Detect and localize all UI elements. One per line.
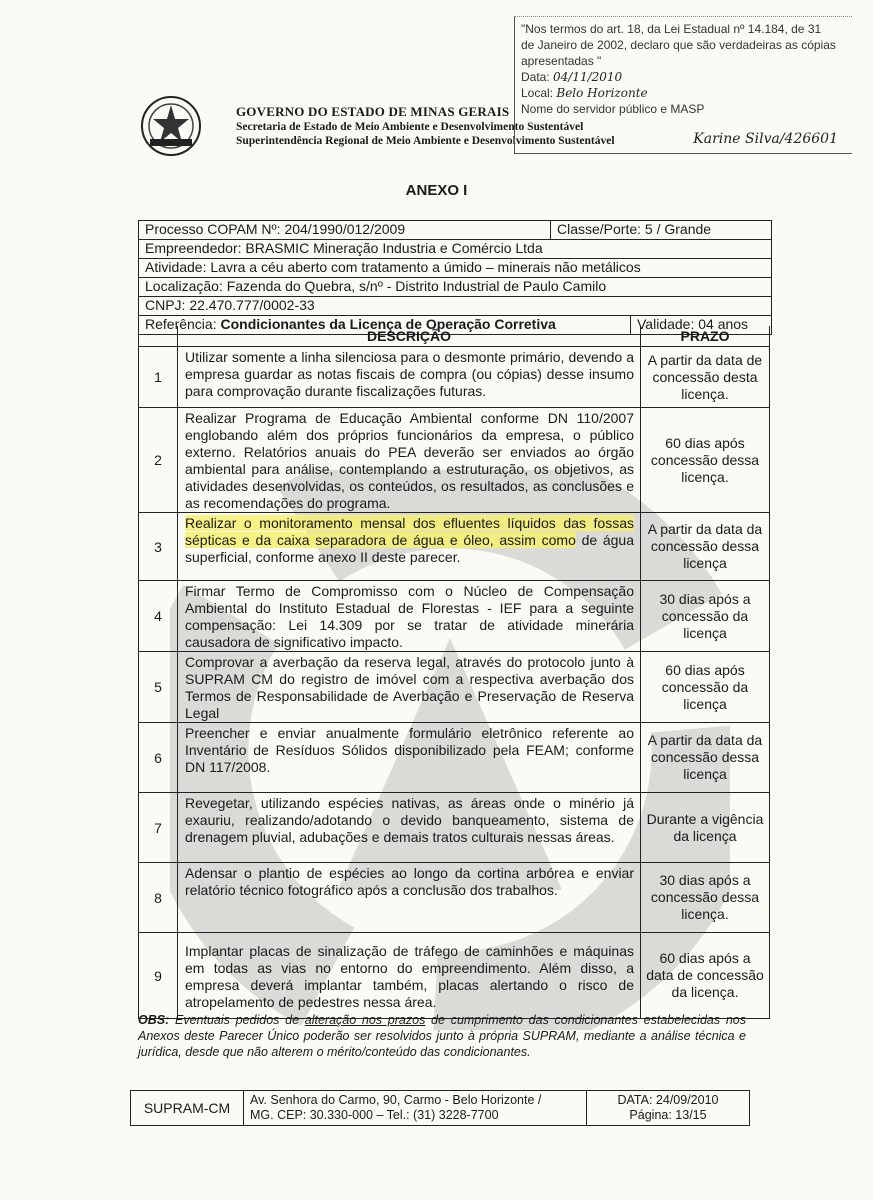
row-description: Firmar Termo de Compromisso com o Núcleo de Compensação Ambiental do Instituto Estadual de Florestas - IEF para a seguinte compensação: Lei 14.309 por se tratar de atividade minerária causadora de significativo impacto.: [178, 581, 641, 652]
row-number: 8: [139, 863, 178, 933]
row-description: Realizar o monitoramento mensal dos efluentes líquidos das fossas sépticas e da caixa separadora de água e óleo, assim como de água superficial, conforme anexo II deste parecer.: [178, 513, 641, 581]
table-row: [139, 408, 770, 513]
row-number: 6: [139, 723, 178, 793]
table-row: [139, 347, 770, 408]
state-seal-icon: [140, 95, 202, 157]
table-row: [139, 513, 770, 581]
table-row: [139, 793, 770, 863]
row-deadline: Durante a vigência da licença: [641, 793, 770, 863]
table-row: [139, 723, 770, 793]
row-deadline: A partir da data da concessão dessa licença: [641, 513, 770, 581]
footer-page: Página: 13/15: [629, 1108, 707, 1122]
stamp-signature: Karine Silva/426601: [693, 131, 838, 147]
row-number: 1: [139, 347, 178, 408]
footer-date: DATA: 24/09/2010: [617, 1093, 719, 1107]
header-num-cell: [139, 326, 178, 347]
table-row: [139, 933, 770, 1019]
superintendence-name: Superintendência Regional de Meio Ambiente e Desenvolvimento Sustentável: [236, 135, 615, 147]
classe-porte: Classe/Porte: 5 / Grande: [557, 221, 712, 237]
header-descricao: DESCRIÇÃO: [178, 326, 641, 347]
row-deadline: A partir da data de concessão desta licença.: [641, 347, 770, 408]
stamp-local-value: Belo Horizonte: [556, 86, 648, 100]
empreendedor: Empreendedor: BRASMIC Mineração Industria e Comércio Ltda: [139, 240, 771, 259]
table-row: [139, 581, 770, 652]
localizacao: Localização: Fazenda do Quebra, s/nº - Distrito Industrial de Paulo Camilo: [139, 278, 771, 297]
stamp-local: Local: Belo Horizonte: [521, 86, 648, 100]
validade: Validade: 04 anos: [630, 316, 748, 334]
row-number: 9: [139, 933, 178, 1019]
row-description: Adensar o plantio de espécies ao longo da cortina arbórea e enviar relatório técnico fotográfico após a conclusão dos trabalhos.: [178, 863, 641, 933]
atividade: Atividade: Lavra a céu aberto com tratamento a úmido – minerais não metálicos: [139, 259, 771, 278]
page-title: ANEXO I: [405, 182, 468, 199]
row-deadline: 60 dias após concessão dessa licença.: [641, 408, 770, 513]
obs-label: OBS:: [138, 1013, 170, 1027]
stamp-text-1: "Nos termos do art. 18, da Lei Estadual nº 14.184, de 31: [521, 22, 822, 36]
stamp-date: Data: 04/11/2010: [521, 70, 623, 84]
table-row: [139, 652, 770, 723]
footer-address: Av. Senhora do Carmo, 90, Carmo - Belo Horizonte / MG. CEP: 30.330-000 – Tel.: (31) 3228-7700: [244, 1091, 587, 1125]
row-description: Utilizar somente a linha silenciosa para o desmonte primário, devendo a empresa guardar as notas fiscais de compra (ou cópias) desse insumo para comprovação durante fiscalizações futuras.: [178, 347, 641, 408]
row-number: 3: [139, 513, 178, 581]
row-deadline: 30 dias após a concessão da licença: [641, 581, 770, 652]
processo-number: Processo COPAM Nº: 204/1990/012/2009: [139, 221, 551, 239]
government-title: GOVERNO DO ESTADO DE MINAS GERAIS: [236, 104, 510, 119]
row-deadline: 30 dias após a concessão dessa licença.: [641, 863, 770, 933]
secretariat-name: Secretaria de Estado de Meio Ambiente e Desenvolvimento Sustentável: [236, 121, 584, 133]
footer-org: SUPRAM-CM: [131, 1091, 244, 1125]
referencia-label: Referência:: [145, 316, 221, 332]
process-info-box: [138, 220, 772, 335]
obs-underlined: alteração nos prazos: [304, 1013, 426, 1027]
row-description: Implantar placas de sinalização de tráfego de caminhões e máquinas em todas as vias no entorno do empreendimento. Além disso, a empresa deverá implantar também, placas alertando o risco de atropelamento de pedestres nessa área.: [178, 933, 641, 1019]
observation-note: OBS: Eventuais pedidos de alteração nos prazos de cumprimento das condicionantes estabelecidas nos Anexos deste Parecer Único poderão ser resolvidos junto à própria SUPRAM, mediante a análise técnica e jurídica, desde que não alterem o mérito/conteúdo das condicionantes.: [138, 1013, 746, 1059]
row-deadline: 60 dias após a data de concessão da licença.: [641, 933, 770, 1019]
row-number: 4: [139, 581, 178, 652]
header-prazo: PRAZO: [641, 326, 770, 347]
row-description: Realizar Programa de Educação Ambiental conforme DN 110/2007 englobando além dos próprios funcionários da empresa, o público externo. Relatórios anuais do PEA deverão ser enviados ao órgão ambiental para análise, contemplando a estruturação, os objetivos, as atividades desenvolvidas, os conteúdos, os resultados, as conclusões e as recomendações do programa.: [178, 408, 641, 513]
highlighted-text: Realizar o monitoramento mensal dos efluentes líquidos das fossas sépticas e da caixa separadora de água e óleo, assim como: [185, 515, 634, 548]
stamp-servidor: Nome do servidor público e MASP: [521, 102, 705, 116]
conditions-table: [138, 326, 770, 1019]
stamp-text-3: apresentadas ": [521, 54, 602, 68]
table-header-row: [139, 326, 770, 347]
certification-stamp: [514, 16, 852, 154]
row-deadline: A partir da data da concessão dessa licença: [641, 723, 770, 793]
row-number: 5: [139, 652, 178, 723]
footer-box: [130, 1090, 750, 1126]
stamp-date-value: 04/11/2010: [553, 70, 623, 84]
stamp-text-2: de Janeiro de 2002, declaro que são verdadeiras as cópias: [521, 38, 836, 52]
row-description: Preencher e enviar anualmente formulário eletrônico referente ao Inventário de Resíduos Sólidos disponibilizado pela FEAM; conforme DN 117/2008.: [178, 723, 641, 793]
table-row: [139, 863, 770, 933]
row-description: Revegetar, utilizando espécies nativas, as áreas onde o minério já exauriu, realizando/adotando o devido banqueamento, sistema de drenagem pluvial, adubações e demais tratos culturais nessas áreas.: [178, 793, 641, 863]
row-number: 7: [139, 793, 178, 863]
info-row-processo: [139, 221, 771, 240]
cnpj: CNPJ: 22.470.777/0002-33: [139, 297, 771, 316]
row-description: Comprovar a averbação da reserva legal, através do protocolo junto à SUPRAM CM do registro de imóvel com a respectiva averbação dos Termos de Responsabilidade de Averbação e Preservação de Reserva Legal: [178, 652, 641, 723]
referencia-value: Condicionantes da Licença de Operação Corretiva: [220, 316, 556, 332]
footer-date-page: [587, 1091, 749, 1125]
row-deadline: 60 dias após concessão da licença: [641, 652, 770, 723]
row-number: 2: [139, 408, 178, 513]
